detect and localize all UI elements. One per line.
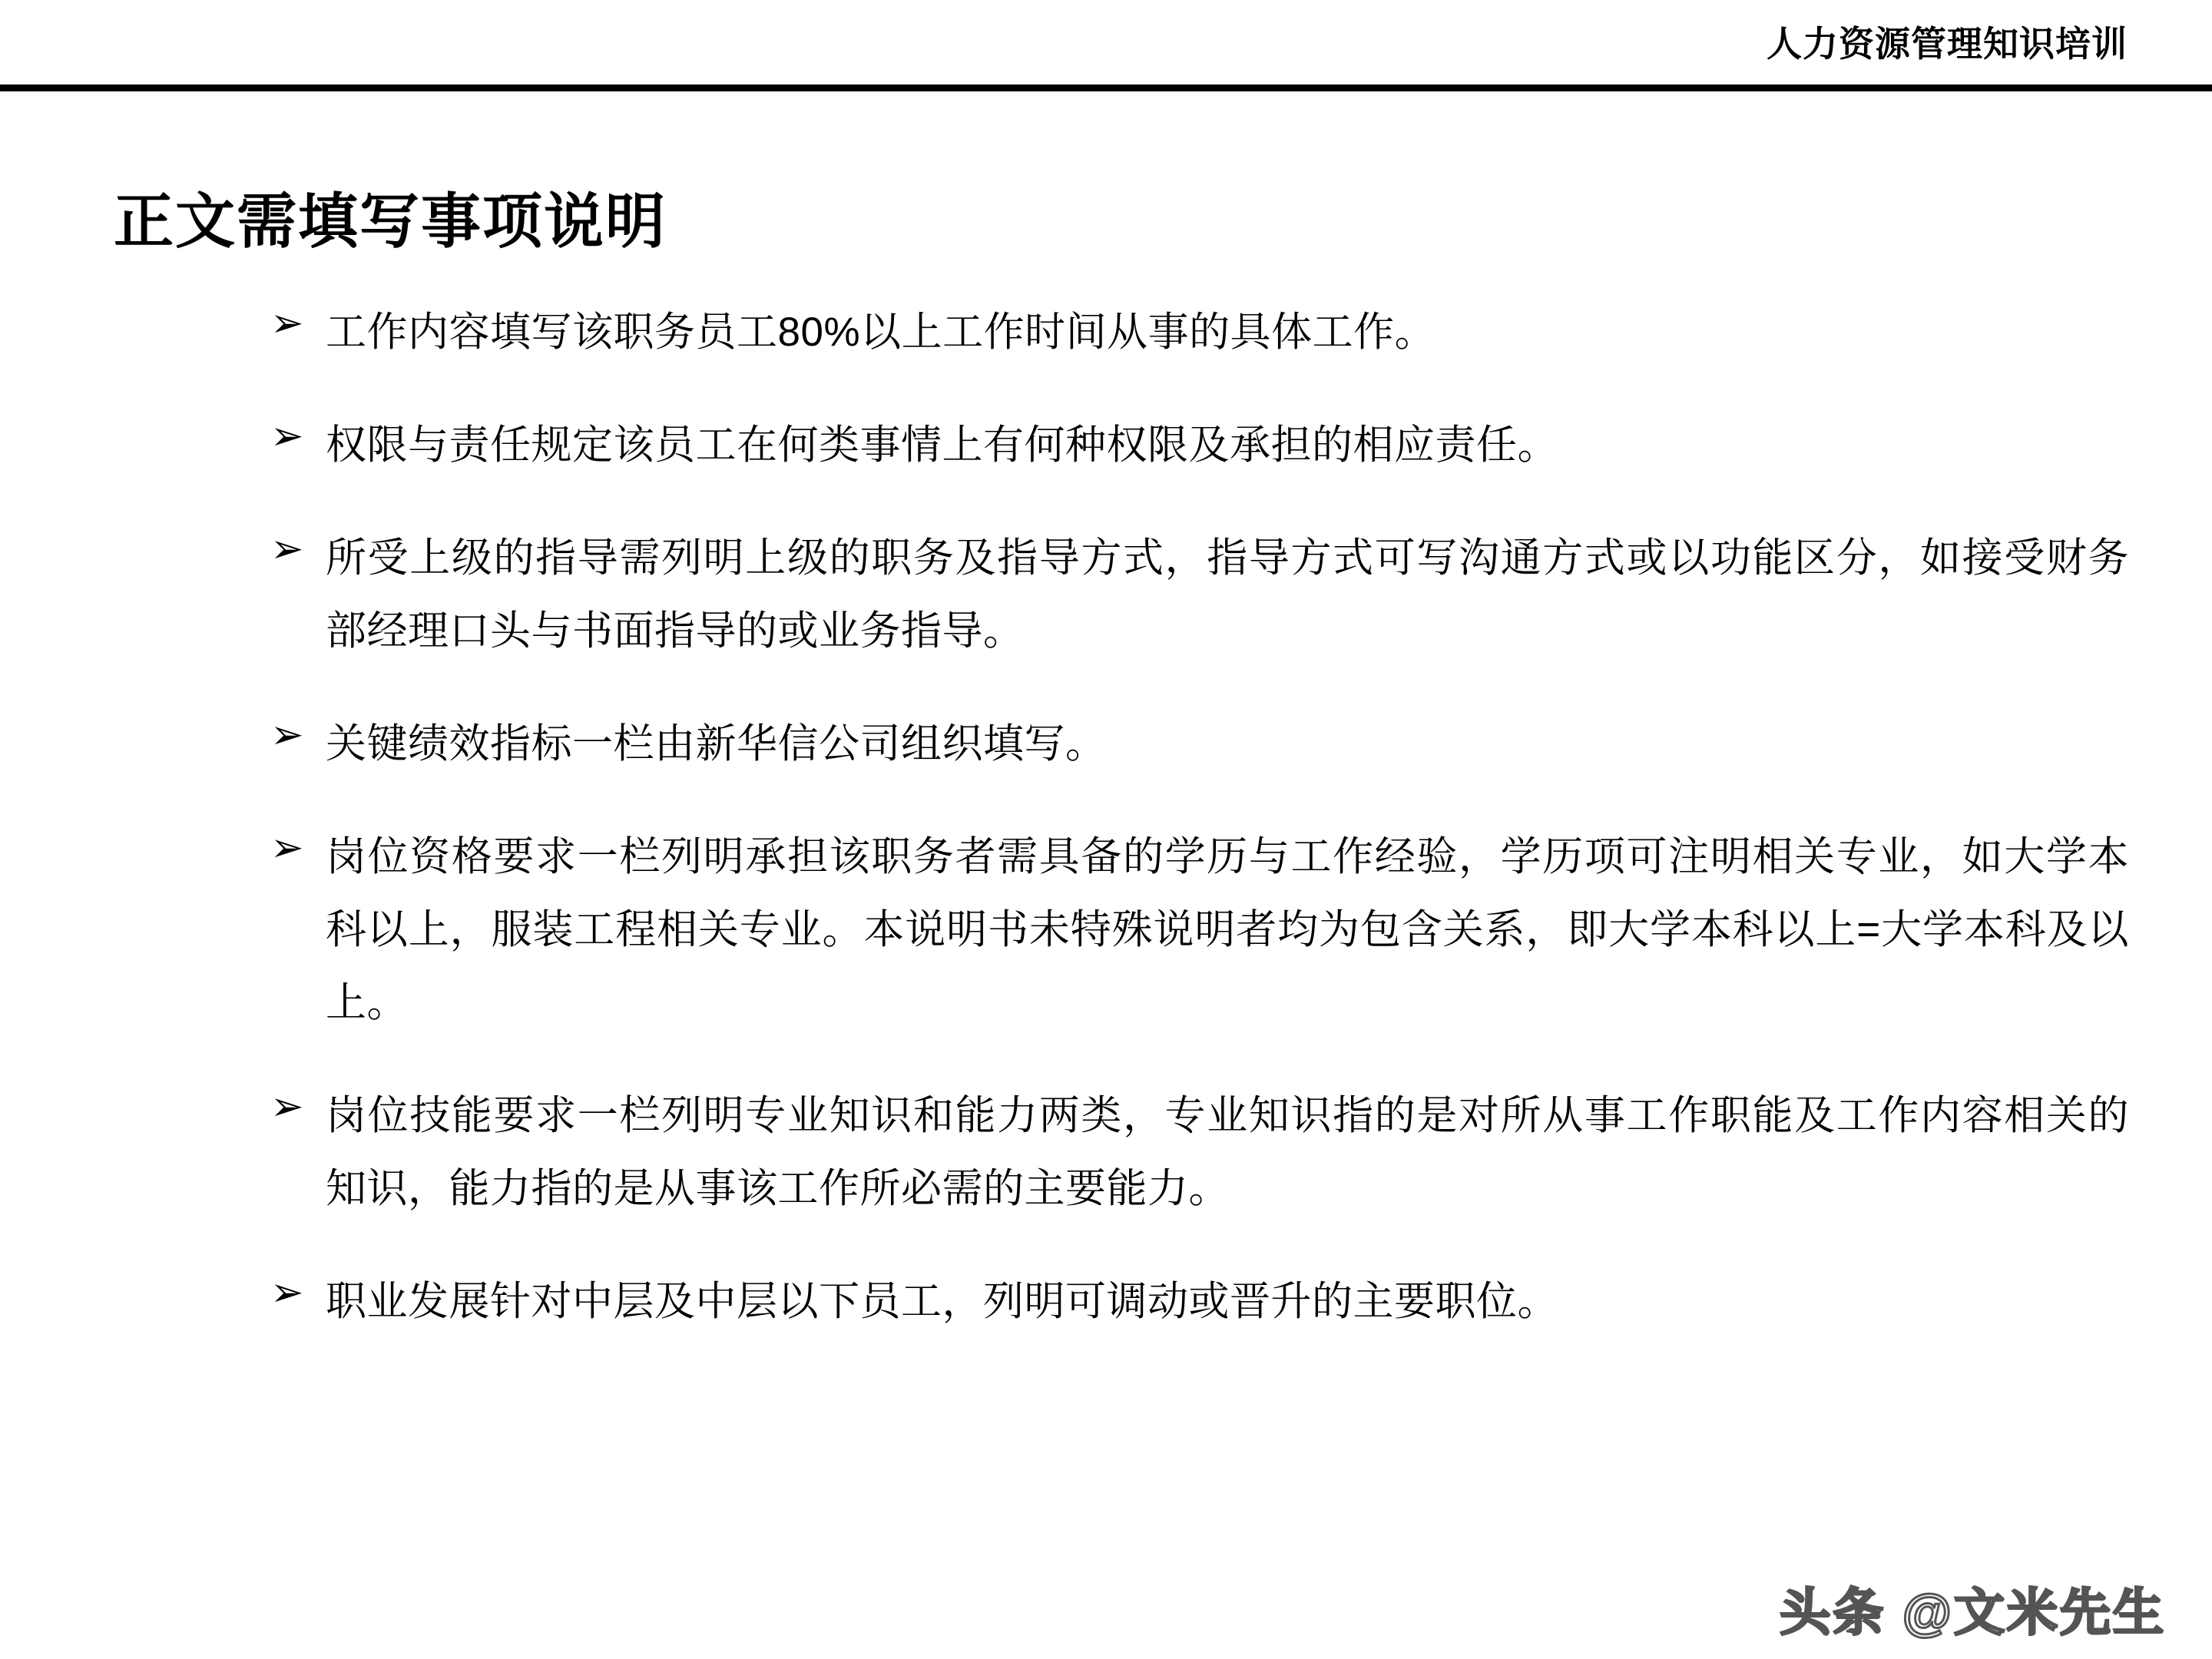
- list-item: [270, 409, 2129, 482]
- list-item: [270, 820, 2129, 1039]
- header-divider-rule: [0, 84, 2212, 91]
- list-item-text: 岗位技能要求一栏列明专业知识和能力两类，专业知识指的是对所从事工作职能及工作内容相关的知识，能力指的是从事该工作所必需的主要能力。: [326, 1093, 2129, 1211]
- slide-header: [0, 0, 2212, 92]
- list-item: [270, 1265, 2129, 1338]
- list-item-text: 工作内容填写该职务员工80%以上工作时间从事的具体工作。: [326, 310, 1436, 355]
- list-item-text: 所受上级的指导需列明上级的职务及指导方式，指导方式可写沟通方式或以功能区分，如接受财务部经理口头与书面指导的或业务指导。: [326, 535, 2129, 654]
- arrow-bullet-icon: ➢: [270, 413, 304, 459]
- arrow-bullet-icon: ➢: [270, 526, 304, 572]
- arrow-bullet-icon: ➢: [270, 712, 304, 758]
- arrow-bullet-icon: ➢: [270, 1270, 304, 1316]
- list-item-text: 岗位资格要求一栏列明承担该职务者需具备的学历与工作经验，学历项可注明相关专业，如大学本科以上，服装工程相关专业。本说明书未特殊说明者均为包含关系，即大学本科以上=大学本科及以上。: [326, 834, 2129, 1025]
- list-item-text: 权限与责任规定该员工在何类事情上有何种权限及承担的相应责任。: [326, 422, 1558, 468]
- arrow-bullet-icon: ➢: [270, 300, 304, 346]
- watermark: 头条 @文米先生: [1780, 1584, 2166, 1641]
- list-item: [270, 707, 2129, 780]
- list-item: [270, 1079, 2129, 1225]
- list-item: [270, 296, 2129, 369]
- bullet-list: [270, 296, 2129, 1338]
- page-title: 正文需填写事项说明: [114, 187, 667, 256]
- arrow-bullet-icon: ➢: [270, 825, 304, 871]
- header-title: 人力资源管理知识培训: [1767, 24, 2128, 64]
- arrow-bullet-icon: ➢: [270, 1084, 304, 1130]
- list-item-text: 职业发展针对中层及中层以下员工，列明可调动或晋升的主要职位。: [326, 1279, 1558, 1324]
- list-item-text: 关键绩效指标一栏由新华信公司组织填写。: [326, 721, 1107, 767]
- list-item: [270, 522, 2129, 667]
